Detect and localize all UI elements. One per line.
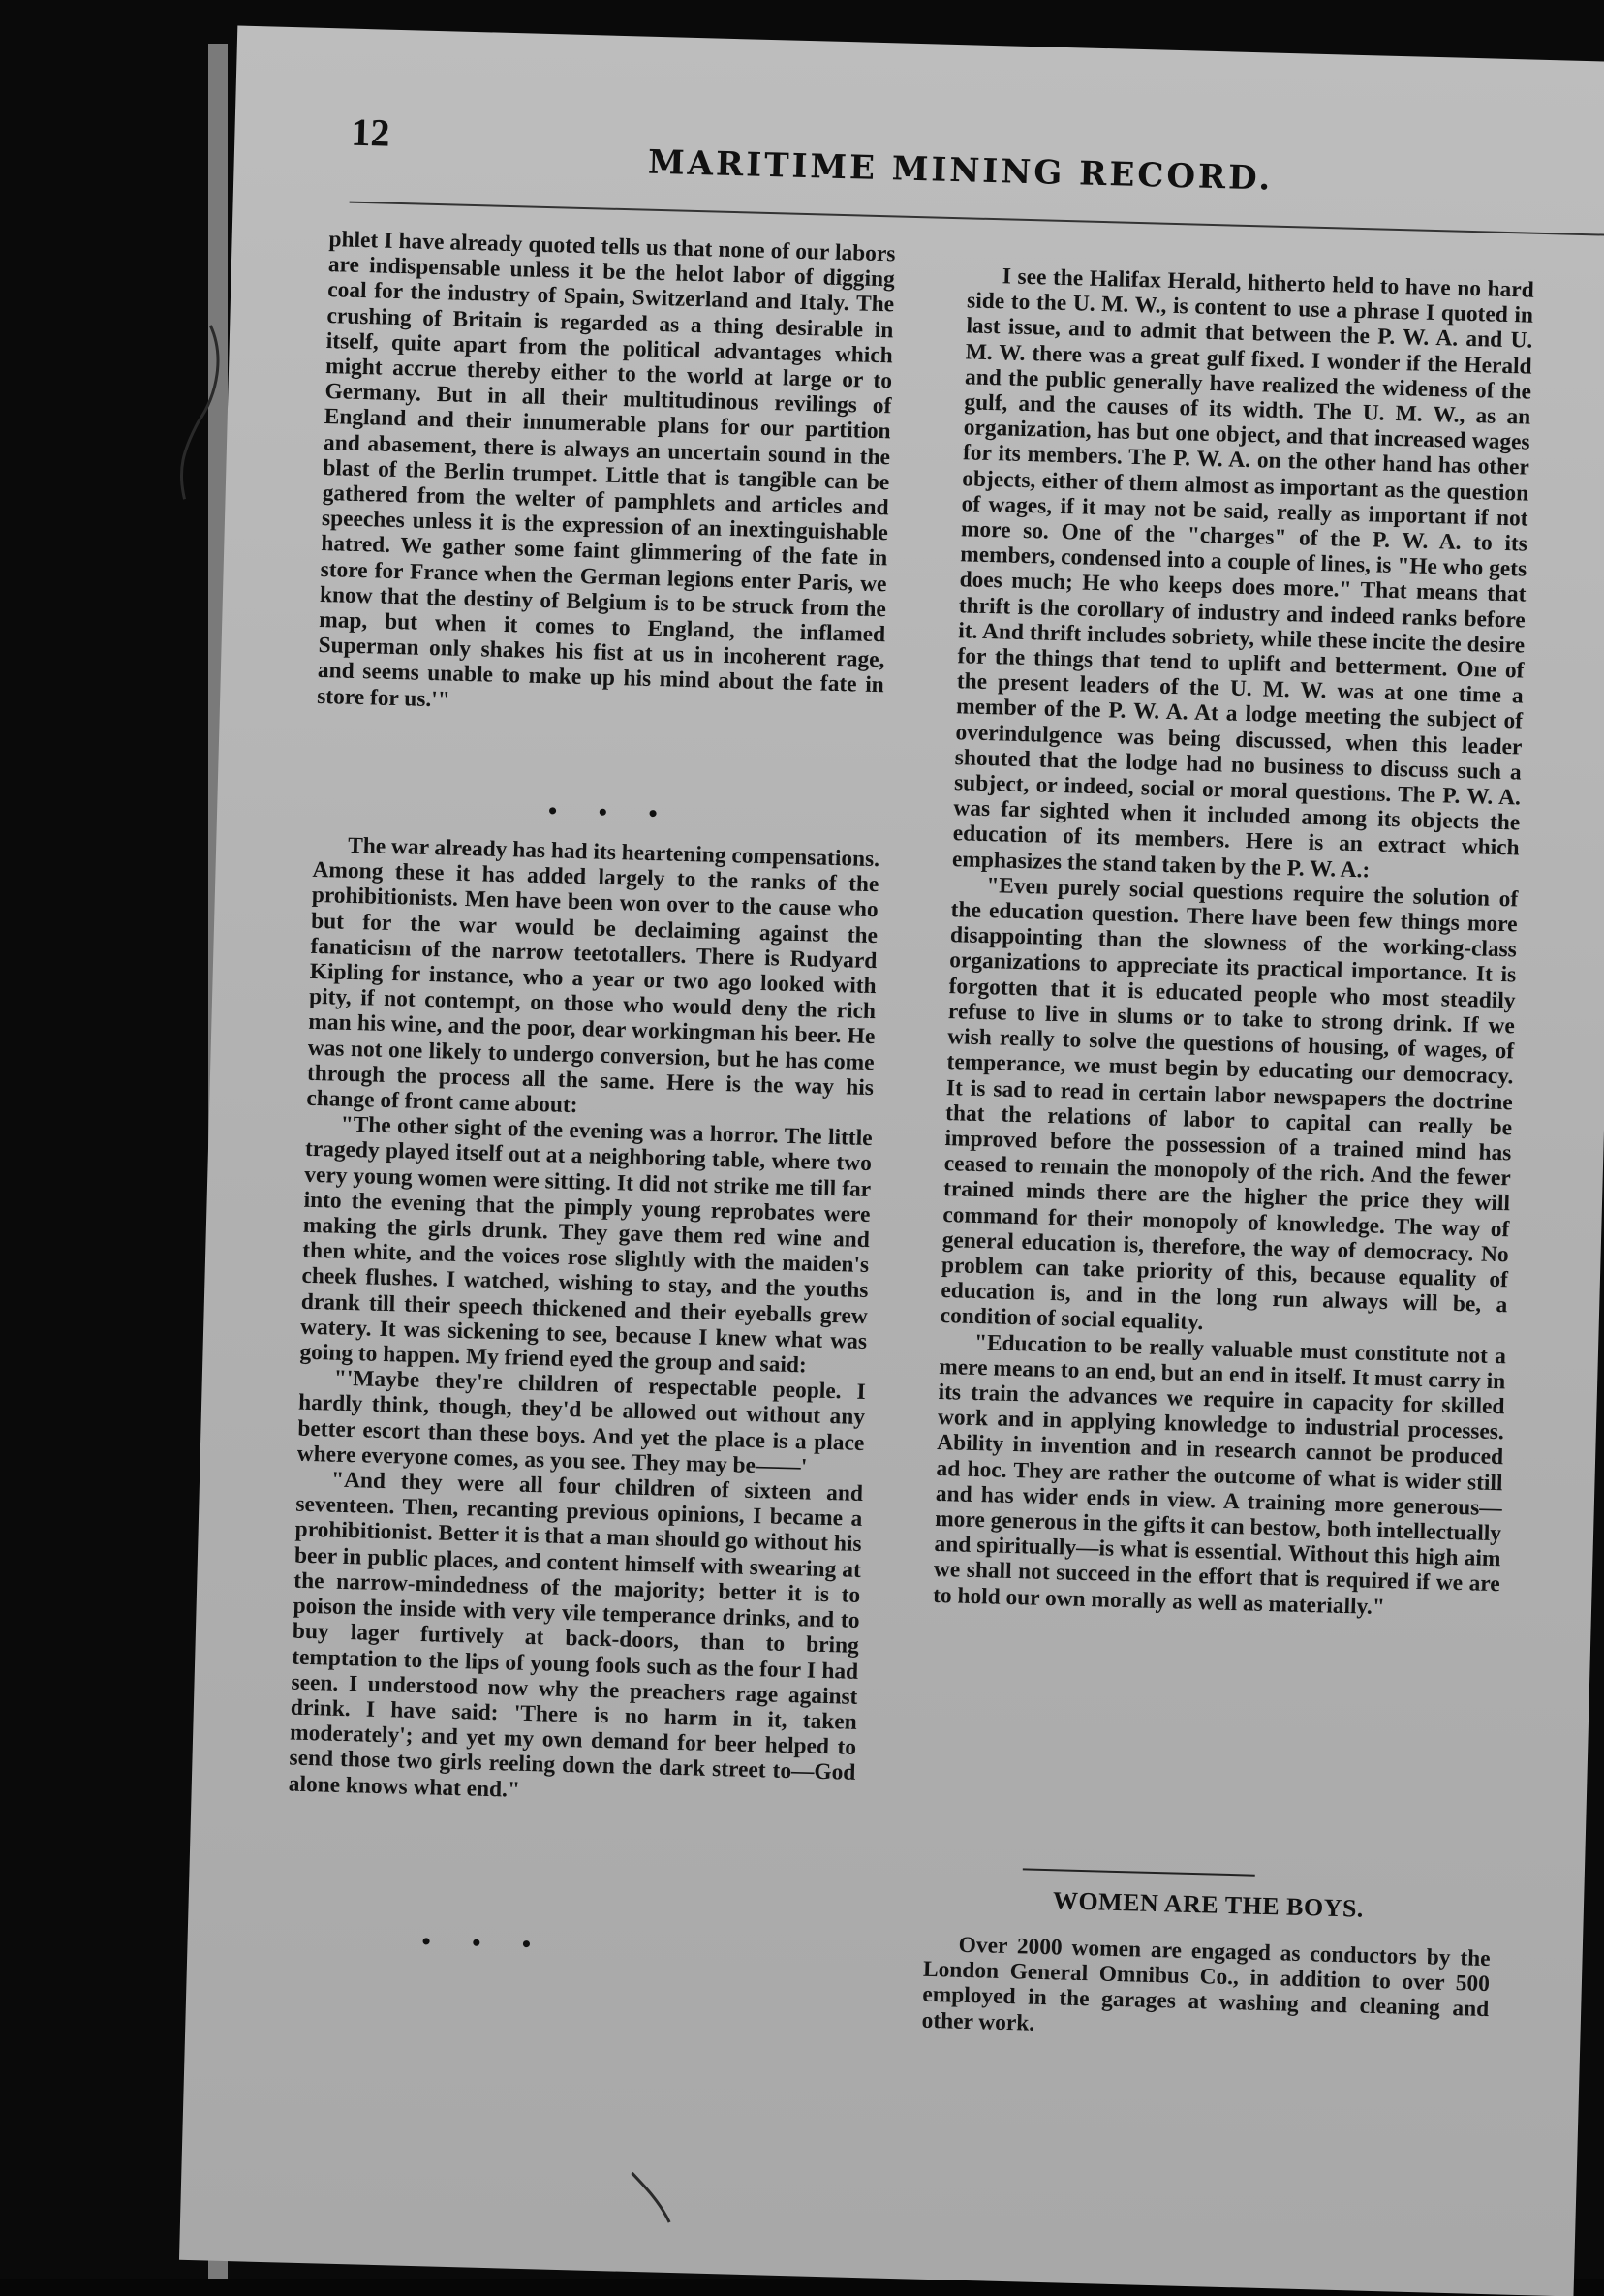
pencil-mark <box>167 315 230 511</box>
masthead-title: MARITIME MINING RECORD. <box>647 142 1274 199</box>
section-body <box>921 1932 1491 2048</box>
left-column-main <box>289 832 880 1812</box>
extract-paragraph: "Even purely social questions require the solution of the education question. There have been few things more disappointing than the slowness of the working-class organizations to appreciate its practical importance. It is forgotten that it is educated people who most steadily refuse to live in slums or to take to strong drink. If we wish really to solve the questions of housing, of wages, of temperance, we must begin by educating our democracy. It is sad to read in certain labor newspapers the doctrine that the relations of labor to capital can really be improved before the possession of a trained mind has ceased to remain the monopoly of the rich. And the fewer trained minds there are the higher the price they will command for their monopoly of knowledge. The way of general education is, therefore, the way of democracy. No problem can take priority of this, because equality of education is, and in the long run always will be, a condition of social equality. <box>940 872 1519 1336</box>
pencil-mark <box>626 2168 686 2228</box>
article-paragraph: phlet I have already quoted tells us that none of our labors are indispensable unless it be the helot labor of digging coal for the industry of Spain, Switzerland and Italy. The crushing of Britain is regarded as a thing desirable in itself, quite apart from the political advantages which might accrue thereby either to the world at large or to Germany. But in all their multitudinous revilings of England and their innumerable plans for our partition and abasement, there is always an uncertain sound in the blast of the Berlin trumpet. Little that is tangible can be gathered from the welter of pamphlets and articles and speeches unless it is the expression of an inextinguishable hatred. We gather some faint glimmering of the fate in store for France when the German legions enter Paris, we know that the destiny of Belgium is to be struck from the map, but when it comes to England, the inflamed Superman only shakes his fist at us in incoherent rage, and seems unable to make up his mind about the fate in store for us.'" <box>316 227 896 713</box>
extract-paragraph: "Education to be really valuable must constitute not a mere means to an end, but an end in itself. It must carry in its train the advances we require in capacity for skilled work and in applying knowledge to industrial processes. Ability in invention and in research cannot be produced ad hoc. They are rather the outcome of what is wider still and has wider ends in view. A training more generous—more generous in the gifts it can bestow, both intellectually and spiritually—is what is essential. Without this high aim we shall not succeed in the effort that is required if we are to hold our own morally as well as materially." <box>932 1329 1507 1620</box>
section-separator: • • • <box>545 799 675 826</box>
section-heading: WOMEN ARE THE BOYS. <box>1052 1886 1365 1923</box>
end-separator: • • • <box>419 1930 549 1957</box>
article-paragraph: The war already has had its heartening compensations. Among these it has added largely to the ranks of the prohibitionists. Men have been won over to the cause who but for the war would be declaiming against the fanaticism of the narrow teetotallers. There is Rudyard Kipling for instance, who a year or two ago looked with pity, if not contempt, on those who would deny the rich man his wine, and the poor, dear workingman his beer. He was not one likely to undergo conversion, but he has come through the process all the same. Here is the way his change of front came about: <box>306 832 880 1119</box>
section-rule <box>1023 1868 1255 1876</box>
quoted-paragraph: "And they were all four children of sixteen and seventeen. Then, recanting previous opinions, I became a prohibitionist. Better it is that a man should go without his beer in public places, and content himself with swearing at the narrow-mindedness of the majority; better it is to poison the inside with very vile temperance drinks, and to buy lager furtively at back-doors, than to bring temptation to the lips of young fools such as the four I had seen. I understood now why the preachers rage against drink. I have said: 'There is no harm in it, taken moderately'; and yet my own demand for beer helped to send those two girls reeling down the dark street to—God alone knows what end." <box>288 1467 864 1803</box>
quoted-paragraph: "The other sight of the evening was a horror. The little tragedy played itself out at a neighboring table, where two very young women were sitting. It did not strike me till far into the evening that the pimply young reprobates were making the girls drunk. They gave them red wine and then white, and the voices rose slightly with the maiden's cheek flushes. I watched, wishing to stay, and the youths drank till their speech thickened and their eyeballs grew watery. It was sickening to see, because I knew what was going to happen. My friend eyed the group and said: <box>299 1111 873 1379</box>
article-paragraph: Over 2000 women are engaged as conductors by the London General Omnibus Co., in addition to over 500 employed in the garages at washing and cleaning and other work. <box>921 1932 1491 2036</box>
article-paragraph: I see the Halifax Herald, hitherto held to have no hard side to the U. M. W., is content to use a phrase I quoted in last issue, and to admit that between the P. W. A. and U. M. W. there was a great gulf fixed. I wonder if the Herald and the public generally have realized the wideness of the gulf, and the causes of its width. The U. M. W., as an organization, has but one object, and that increased wages for its members. The P. W. A. on the other hand has other objects, either of them almost as important as the question of wages, if it may not be said, really as important if not more so. One of the "charges" of the P. W. A. to its members, condensed into a couple of lines, is "He who gets does much; He who keeps does more." That means that thrift is the corollary of industry and indeed ranks before it. And thrift includes sobriety, while these incite the desire for the things that tend to uplift and betterment. One of the present leaders of the U. M. W. was at one time a member of the P. W. A. At a lodge meeting the subject of overindulgence was being discussed, when this leader shouted that the lodge had no business to discuss such a subject, or indeed, social or moral questions. The P. W. A. was far sighted when it included among its objects the education of its members. Here is an extract which emphasizes the stand taken by the P. W. A.: <box>951 264 1534 884</box>
header-rule <box>350 202 1604 237</box>
page-number: 12 <box>350 109 391 155</box>
left-column-top <box>317 227 896 724</box>
right-column-top <box>933 263 1534 1623</box>
page-content <box>179 26 1604 2296</box>
quoted-paragraph: "'Maybe they're children of respectable people. I hardly think, though, they'd be allowed out without any better escort than these boys. And yet the place is a place where everyone comes, as you see. They may be——' <box>296 1365 866 1480</box>
newspaper-page <box>179 26 1604 2296</box>
